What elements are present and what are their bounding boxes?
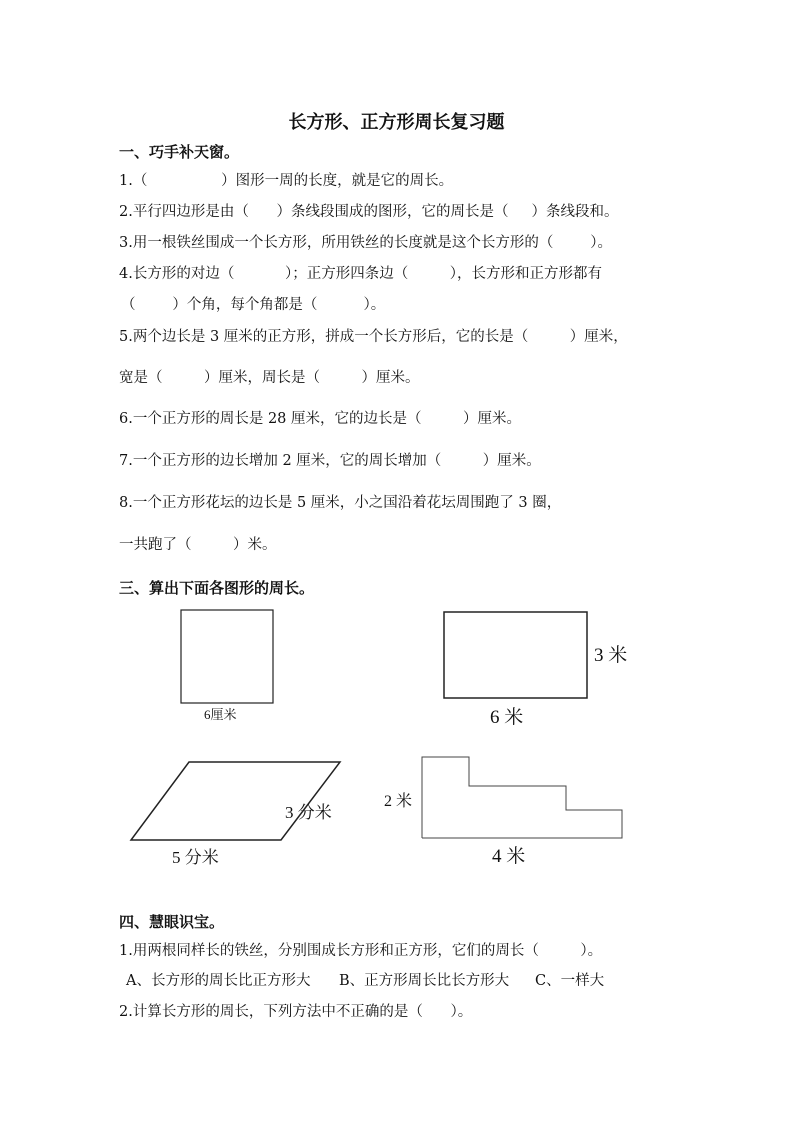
step-width-label: 4 米 [492,846,526,867]
page-title: 长方形、正方形周长复习题 [288,112,505,133]
question-1-7: 7.一个正方形的边长增加 2 厘米，它的周长增加（ ）厘米。 [119,453,541,469]
option-b: B、正方形周长比长方形大 [339,973,510,989]
square-figure [181,610,273,703]
question-1-4-cont: （ ）个角，每个角都是（ ）。 [121,297,386,313]
option-c: C、一样大 [535,973,605,989]
option-a: A、长方形的周长比正方形大 [126,973,311,989]
step-height-label: 2 米 [384,793,413,810]
question-4-1: 1.用两根同样长的铁丝，分别围成长方形和正方形，它们的周长（ ）。 [119,943,603,959]
step-figure [422,757,622,838]
rect-width-label: 6 米 [490,707,524,728]
question-1-1: 1.（ ）图形一周的长度，就是它的周长。 [119,173,454,189]
question-1-5: 5.两个边长是 3 厘米的正方形，拼成一个长方形后，它的长是（ ）厘米， [119,329,628,345]
question-1-6: 6.一个正方形的周长是 28 厘米，它的边长是（ ）厘米。 [119,411,521,427]
question-4-2: 2.计算长方形的周长，下列方法中不正确的是（ ）。 [119,1004,473,1020]
question-1-2: 2.平行四边形是由（ ）条线段围成的图形，它的周长是（ ）条线段和。 [119,204,619,220]
question-1-5-cont: 宽是（ ）厘米，周长是（ ）厘米。 [119,370,420,386]
section1-heading: 一、巧手补天窗。 [119,143,240,161]
rect-height-label: 3 米 [594,645,628,666]
question-1-4: 4.长方形的对边（ ）；正方形四条边（ ），长方形和正方形都有 [119,266,603,282]
square-side-label: 6厘米 [204,707,237,722]
section3-heading: 三、算出下面各图形的周长。 [119,579,315,597]
question-1-8: 8.一个正方形花坛的边长是 5 厘米，小之国沿着花坛周围跑了 3 圈， [119,495,562,511]
question-1-3: 3.用一根铁丝围成一个长方形，所用铁丝的长度就是这个长方形的（ ）。 [119,235,612,251]
question-1-8-cont: 一共跑了（ ）米。 [119,537,277,553]
rectangle-figure [444,612,587,698]
section4-heading: 四、慧眼识宝。 [119,913,225,931]
parallelogram-base-label: 5 分米 [172,848,219,867]
parallelogram-side-label: 3 分米 [285,803,332,822]
